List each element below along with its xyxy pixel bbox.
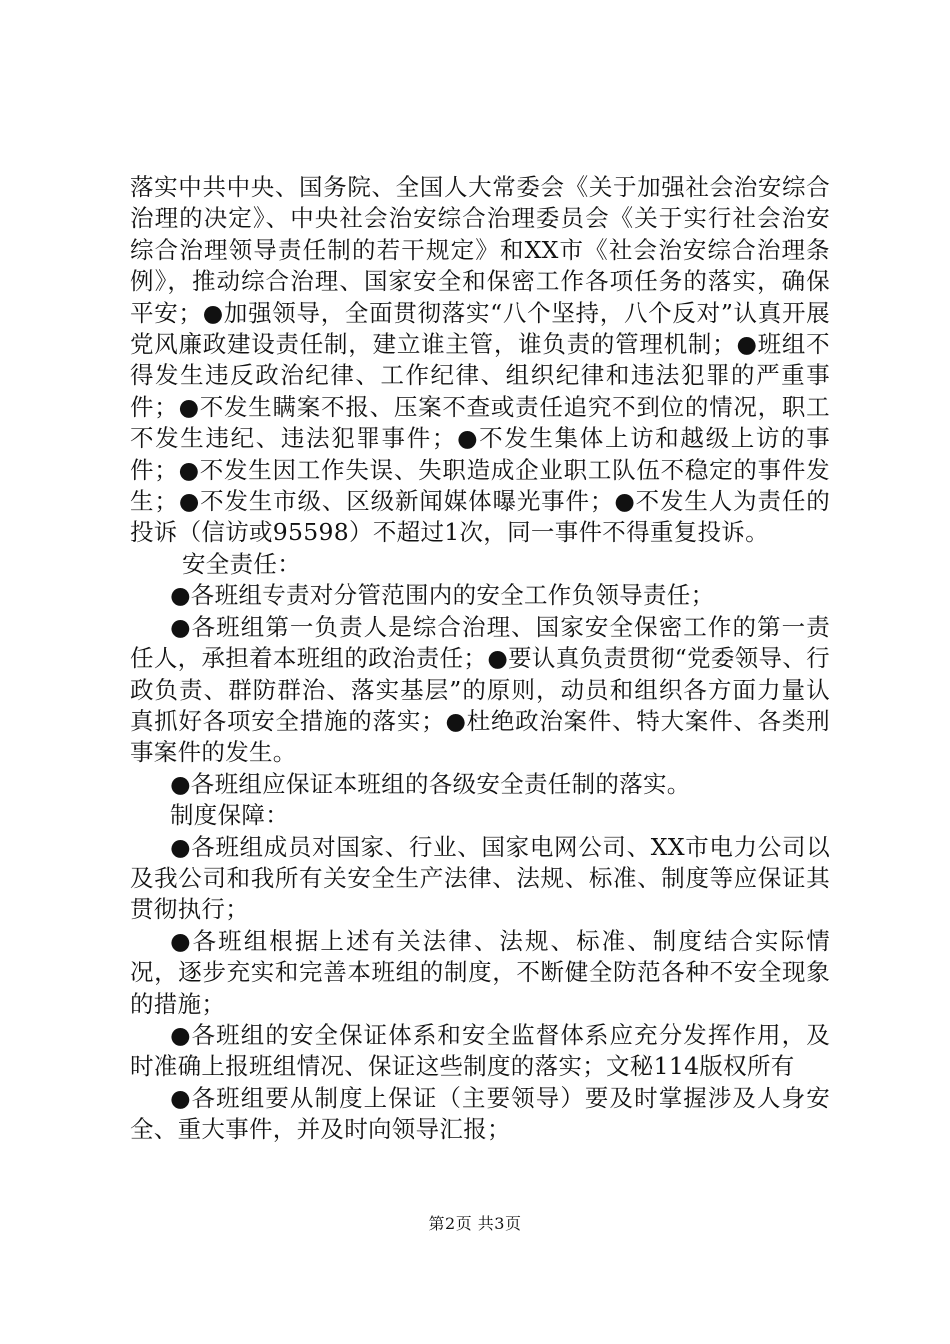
paragraph-system-item-3: ●各班组的安全保证体系和安全监督体系应充分发挥作用，及时准确上报班组情况、保证这些制度的落实；文秘114版权所有 xyxy=(130,1020,830,1081)
paragraph-comprehensive-governance: 落实中共中央、国务院、全国人大常委会《关于加强社会治安综合治理的决定》、中央社会治安综合治理委员会《关于实行社会治安综合治理领导责任制的若干规定》和XX市《社会治安综合治理条例》，推动综合治理、国家安全和保密工作各项任务的落实，确保平安；●加强领导，全面贯彻落实“八个坚持，八个反对”认真开展党风廉政建设责任制，建立谁主管，谁负责的管理机制；●班组不得发生违反政治纪律、工作纪律、组织纪律和违法犯罪的严重事件；●不发生瞒案不报、压案不查或责任追究不到位的情况，职工不发生违纪、违法犯罪事件；●不发生集体上访和越级上访的事件；●不发生因工作失误、失职造成企业职工队伍不稳定的事件发生；●不发生市级、区级新闻媒体曝光事件；●不发生人为责任的投诉（信访或95598）不超过1次，同一事件不得重复投诉。 xyxy=(130,173,830,547)
paragraph-safety-item-1: ●各班组专责对分管范围内的安全工作负领导责任； xyxy=(170,581,715,610)
paragraph-system-item-4: ●各班组要从制度上保证（主要领导）要及时掌握涉及人身安全、重大事件，并及时向领导汇报； xyxy=(130,1083,830,1144)
paragraph-system-item-1: ●各班组成员对国家、行业、国家电网公司、XX市电力公司以及我公司和我所有关安全生产法律、法规、标准、制度等应保证其贯彻执行； xyxy=(130,832,830,924)
heading-system-guarantee: 制度保障： xyxy=(170,801,289,830)
paragraph-safety-item-2: ●各班组第一负责人是综合治理、国家安全保密工作的第一责任人，承担着本班组的政治责任；●要认真负责贯彻“党委领导、行政负责、群防群治、落实基层”的原则，动员和组织各方面力量认真抓好各项安全措施的落实；●杜绝政治案件、特大案件、各类刑事案件的发生。 xyxy=(130,612,830,767)
document-body xyxy=(130,172,830,1146)
page-number-footer: 第2页 共3页 xyxy=(428,1214,522,1233)
paragraph-system-item-2: ●各班组根据上述有关法律、法规、标准、制度结合实际情况，逐步充实和完善本班组的制度，不断健全防范各种不安全现象的措施； xyxy=(130,926,830,1018)
heading-safety-responsibility: 安全责任： xyxy=(182,549,301,578)
paragraph-safety-item-3: ●各班组应保证本班组的各级安全责任制的落实。 xyxy=(170,769,691,798)
